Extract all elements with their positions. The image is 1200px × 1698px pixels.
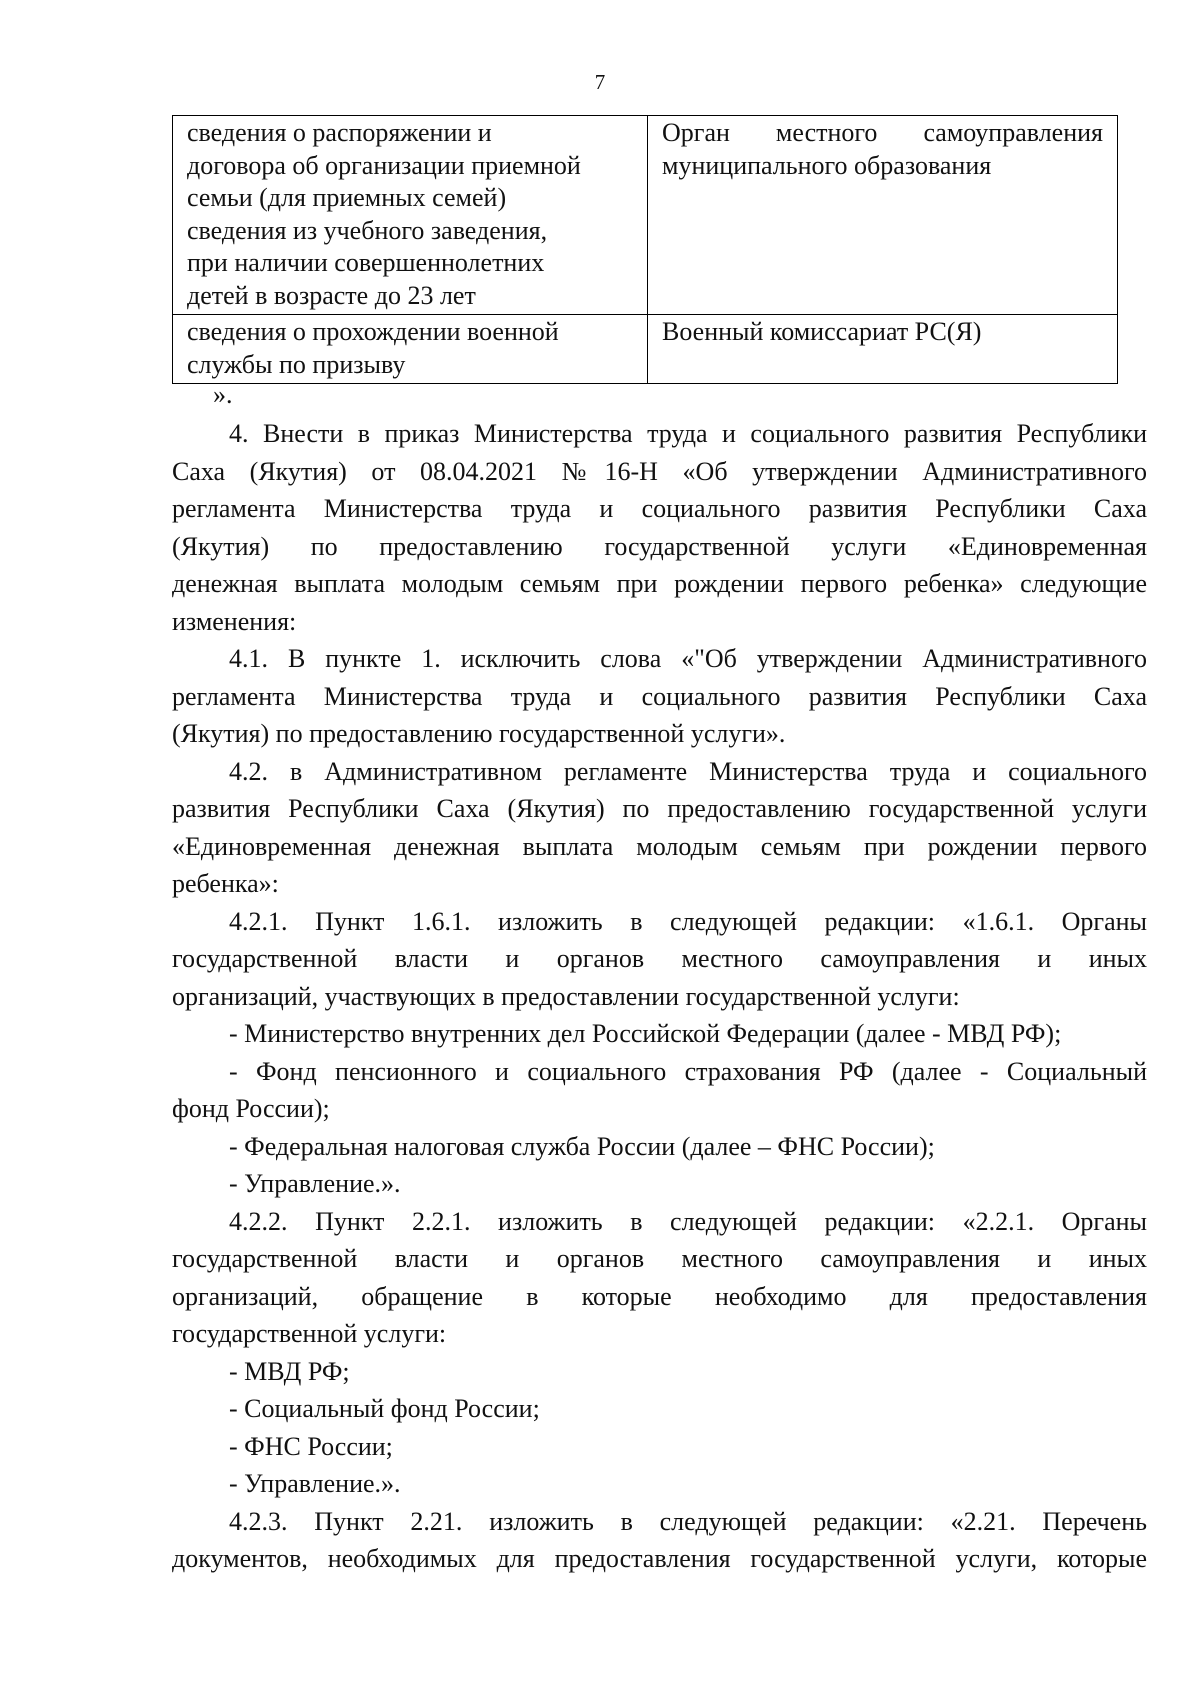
text-line: - Фонд пенсионного и социального страхования РФ (далее - Социальный: [229, 1056, 1147, 1086]
cell-text-line: договора об организации приемной: [187, 150, 581, 180]
text-line: государственной власти и органов местного самоуправления и иных: [172, 944, 1147, 973]
text-line: 4.2. в Административном регламенте Министерства труда и социального: [229, 756, 1147, 786]
table-row: [173, 315, 1118, 384]
text-line: - Министерство внутренних дел Российской Федерации (далее - МВД РФ);: [229, 1019, 1062, 1048]
cell-text-line: сведения о прохождении военной: [187, 317, 559, 346]
table-cell-documents: [173, 315, 648, 384]
cell-text-line: службы по призыву: [187, 349, 406, 379]
text-line: государственной власти и органов местного самоуправления и иных: [172, 1244, 1147, 1273]
text-line: денежная выплата молодым семьям при рождении первого ребенка» следующие: [172, 569, 1147, 598]
text-line: «Единовременная денежная выплата молодым семьям при рождении первого: [172, 831, 1147, 861]
cell-text-line: детей в возрасте до 23 лет: [187, 280, 476, 310]
cell-text-line: Орган местного самоуправления: [662, 118, 1103, 147]
text-line: документов, необходимых для предоставления государственной услуги, которые: [172, 1544, 1147, 1573]
table-row: [173, 116, 1118, 315]
text-line: изменения:: [172, 606, 297, 636]
page-number: 7: [594, 70, 606, 94]
text-line: - Управление.».: [229, 1169, 401, 1198]
cell-text-line: при наличии совершеннолетних: [187, 248, 545, 277]
text-line: 4.1. В пункте 1. исключить слова «"Об утверждении Административного: [229, 644, 1147, 673]
table-cell-documents: [173, 116, 648, 315]
text-line: 4.2.3. Пункт 2.21. изложить в следующей редакции: «2.21. Перечень: [229, 1506, 1147, 1536]
text-line: государственной услуги:: [172, 1319, 447, 1348]
text-line: организаций, обращение в которые необходимо для предоставления: [172, 1281, 1147, 1311]
cell-text-line: Военный комиссариат РС(Я): [662, 317, 982, 346]
text-line: - МВД РФ;: [229, 1356, 350, 1386]
text-line: (Якутия) по предоставлению государственной услуги «Единовременная: [172, 531, 1147, 561]
text-line: - Социальный фонд России;: [229, 1394, 540, 1423]
table-cell-agency: [648, 116, 1118, 315]
text-line: 4.2.1. Пункт 1.6.1. изложить в следующей редакции: «1.6.1. Органы: [229, 906, 1147, 936]
text-line: развития Республики Саха (Якутия) по предоставлению государственной услуги: [172, 794, 1147, 823]
cell-text-line: муниципального образования: [662, 150, 992, 180]
cell-text-line: семьи (для приемных семей): [187, 183, 507, 212]
text-line: - Управление.».: [229, 1469, 401, 1498]
text-line: ребенка»:: [172, 869, 279, 898]
text-line: 4.2.2. Пункт 2.2.1. изложить в следующей редакции: «2.2.1. Органы: [229, 1206, 1147, 1236]
text-line: фонд России);: [172, 1094, 330, 1123]
text-line: организаций, участвующих в предоставлении государственной услуги:: [172, 981, 960, 1011]
cell-text-line: сведения о распоряжении и: [187, 118, 492, 147]
text-line: Саха (Якутия) от 08.04.2021 №16-Н «Об утверждении Административного: [172, 456, 1147, 486]
cell-text-line: сведения из учебного заведения,: [187, 215, 548, 245]
body-text: [172, 415, 1147, 1578]
text-line: регламента Министерства труда и социального развития Республики Саха: [172, 681, 1147, 711]
text-line: 4. Внести в приказ Министерства труда и социального развития Республики: [229, 419, 1147, 448]
table-cell-agency: [648, 315, 1118, 384]
text-line: - ФНС России;: [229, 1431, 393, 1461]
text-line: (Якутия) по предоставлению государственной услуги».: [172, 719, 786, 748]
text-line: регламента Министерства труда и социального развития Республики Саха: [172, 494, 1147, 523]
closing-quote: ».: [213, 380, 233, 409]
agencies-table: [172, 115, 1118, 384]
text-line: - Федеральная налоговая служба России (далее – ФНС России);: [229, 1131, 935, 1161]
